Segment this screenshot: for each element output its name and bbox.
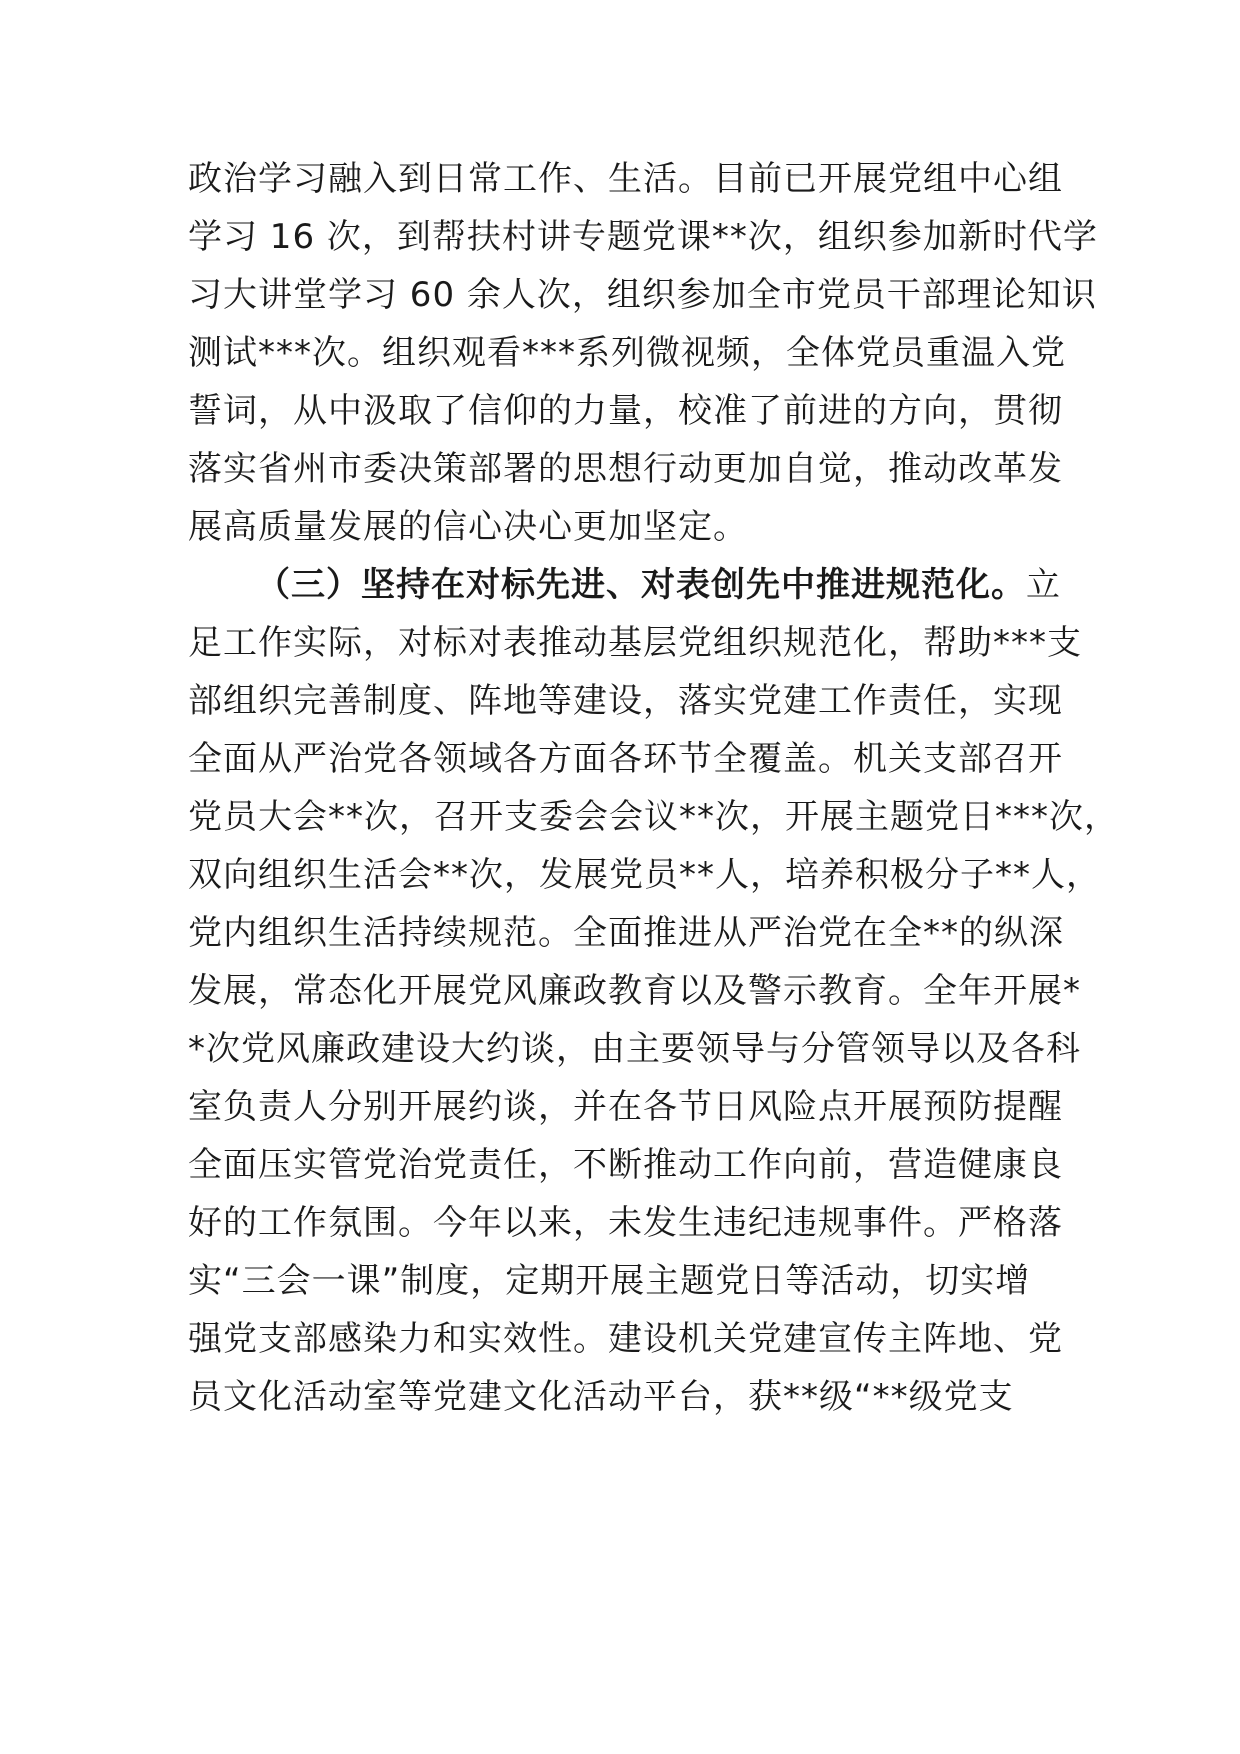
paragraph-2-line: 全面压实管党治党责任，不断推动工作向前，营造健康良 bbox=[188, 1145, 1063, 1185]
paragraph-2-line: 员文化活动室等党建文化活动平台，获**级“**级党支 bbox=[188, 1377, 1014, 1417]
paragraph-2-line: 党内组织生活持续规范。全面推进从严治党在全**的纵深 bbox=[188, 913, 1064, 953]
paragraph-2-line: 部组织完善制度、阵地等建设，落实党建工作责任，实现 bbox=[188, 681, 1063, 721]
paragraph-1-line: 誓词，从中汲取了信仰的力量，校准了前进的方向，贯彻 bbox=[188, 391, 1063, 431]
paragraph-2-line: 足工作实际，对标对表推动基层党组织规范化，帮助***支 bbox=[188, 623, 1082, 663]
paragraph-2-line: 室负责人分别开展约谈，并在各节日风险点开展预防提醒 bbox=[188, 1087, 1063, 1127]
paragraph-1-line: 落实省州市委决策部署的思想行动更加自觉，推动改革发 bbox=[188, 449, 1063, 489]
paragraph-2-line: *次党风廉政建设大约谈，由主要领导与分管领导以及各科 bbox=[188, 1029, 1081, 1069]
paragraph-1-line: 测试***次。组织观看***系列微视频，全体党员重温入党 bbox=[188, 333, 1066, 373]
paragraph-2-line: 好的工作氛围。今年以来，未发生违纪违规事件。严格落 bbox=[188, 1203, 1063, 1243]
paragraph-1-line: 展高质量发展的信心决心更加坚定。 bbox=[188, 507, 748, 547]
paragraph-2-line: 实“三会一课”制度，定期开展主题党日等活动，切实增 bbox=[188, 1261, 1031, 1301]
section-heading: （三）坚持在对标先进、对表创先中推进规范化。 bbox=[256, 565, 1026, 605]
paragraph-1-line: 政治学习融入到日常工作、生活。目前已开展党组中心组 bbox=[188, 159, 1063, 199]
paragraph-2-first-line bbox=[256, 552, 1061, 618]
paragraph-1-line: 习大讲堂学习 60 余人次，组织参加全市党员干部理论知识 bbox=[188, 275, 1097, 315]
paragraph-2-line: 发展，常态化开展党风廉政教育以及警示教育。全年开展* bbox=[188, 971, 1081, 1011]
paragraph-2-line: 双向组织生活会**次，发展党员**人，培养积极分子**人， bbox=[188, 855, 1101, 895]
paragraph-2-line: 全面从严治党各领域各方面各环节全覆盖。机关支部召开 bbox=[188, 739, 1063, 779]
paragraph-1-line: 学习 16 次，到帮扶村讲专题党课**次，组织参加新时代学 bbox=[188, 217, 1098, 257]
paragraph-2-line: 党员大会**次，召开支委会会议**次，开展主题党日***次， bbox=[188, 797, 1119, 837]
heading-continuation: 立 bbox=[1026, 565, 1061, 605]
paragraph-2-line: 强党支部感染力和实效性。建设机关党建宣传主阵地、党 bbox=[188, 1319, 1063, 1359]
